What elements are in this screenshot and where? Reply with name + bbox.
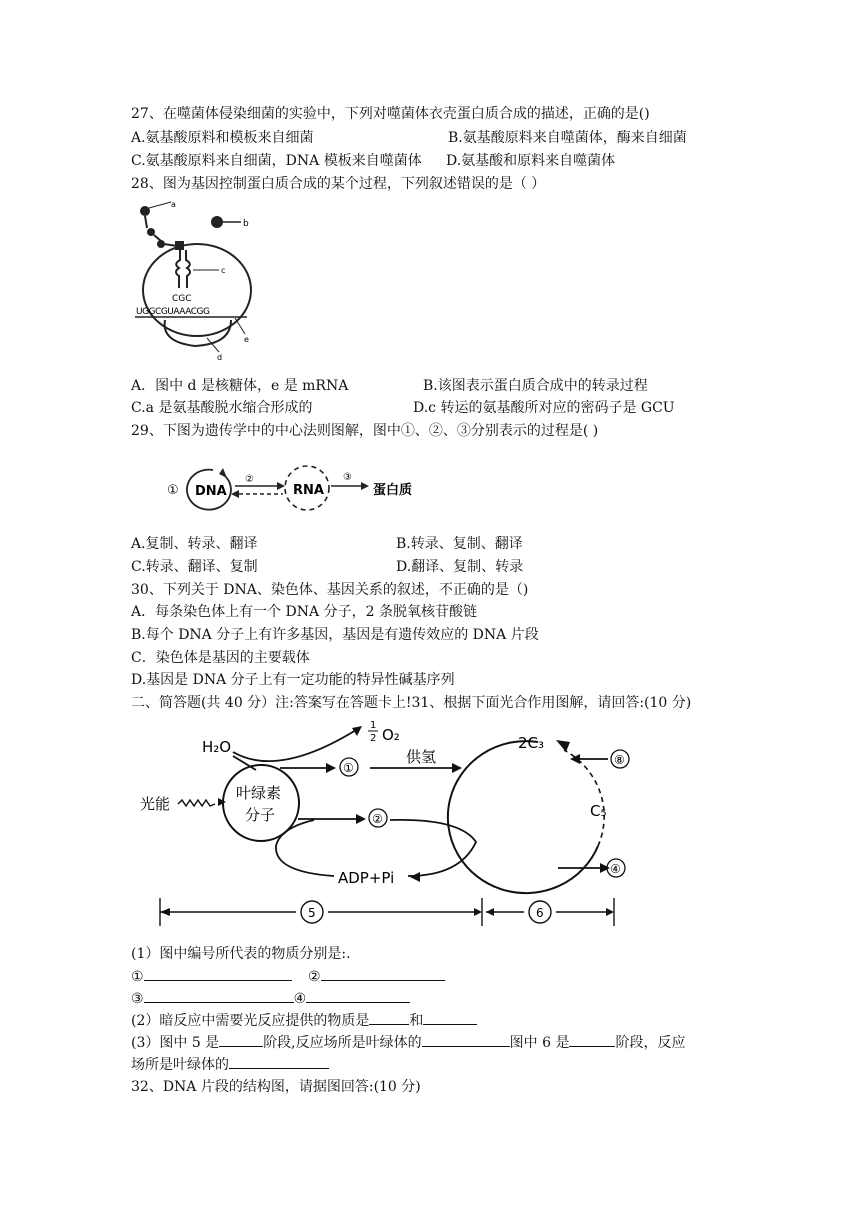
q31-sub3-e: 场所是叶绿体的: [131, 1057, 229, 1073]
q31-sub3-b: 阶段,反应场所是叶绿体的: [263, 1035, 422, 1051]
answer-blank-10[interactable]: [229, 1054, 329, 1069]
fig-o2: O₂: [382, 726, 400, 744]
q28-stem: 28、图为基因控制蛋白质合成的某个过程，下列叙述错误的是（ ）: [131, 176, 546, 192]
fig-chlorophyll-2: 分子: [245, 806, 276, 824]
q27-option-c: C.氨基酸原料来自细菌，DNA 模板来自噬菌体: [131, 153, 422, 169]
q31-sub3-a: (3）图中 5 是: [131, 1035, 220, 1051]
label-c: c: [221, 266, 226, 275]
q31-marker-3: ③: [131, 991, 144, 1007]
q31-sub1: (1）图中编号所代表的物质分别是:.: [131, 946, 351, 962]
q31-marker-1: ①: [131, 969, 144, 985]
translation-figure: [135, 198, 265, 368]
answer-blank-4[interactable]: [306, 988, 410, 1003]
anticodon: CGC: [172, 294, 192, 304]
label-a: a: [171, 200, 176, 209]
dogma-rna: RNA: [293, 483, 324, 498]
q31-sub2-text: (2）暗反应中需要光反应提供的物质是: [131, 1013, 370, 1029]
q29-option-b: B.转录、复制、翻译: [396, 536, 523, 552]
fig-c3: 2C₃: [518, 734, 545, 752]
q30-option-c: C．染色体是基因的主要载体: [131, 650, 310, 666]
q29-option-d: D.翻译、复制、转录: [396, 559, 524, 575]
q30-option-a: A．每条染色体上有一个 DNA 分子，2 条脱氧核苷酸链: [131, 604, 477, 620]
answer-blank-5[interactable]: [369, 1010, 409, 1025]
q31-marker-2: ②: [308, 969, 321, 985]
dogma-marker-1: ①: [167, 483, 179, 498]
fig-item-1: ①: [343, 761, 354, 775]
q27-stem: 27、在噬菌体侵染细菌的实验中，下列对噬菌体衣壳蛋白质合成的描述，正确的是(): [131, 106, 650, 122]
q31-sub2: [131, 1010, 477, 1031]
fig-item-8: ⑧: [614, 753, 625, 767]
q28-option-a: A．图中 d 是核糖体，e 是 mRNA: [131, 378, 349, 394]
dogma-dna: DNA: [195, 484, 227, 499]
q30-stem: 30、下列关于 DNA、染色体、基因关系的叙述，不正确的是（): [131, 582, 529, 598]
q31-sub3: [131, 1032, 685, 1053]
fig-c5: C₅: [590, 802, 607, 820]
q29-stem: 29、下图为遗传学中的中心法则图解，图中①、②、③分别表示的过程是( ): [131, 423, 599, 439]
label-e: e: [244, 335, 249, 344]
fig-stage-5: 5: [308, 906, 316, 920]
q31-sub3-d: 阶段，反应: [615, 1035, 686, 1051]
q28-option-d: D.c 转运的氨基酸所对应的密码子是 GCU: [413, 400, 675, 416]
fig-light-energy: 光能: [140, 795, 171, 813]
q31-sub2-and: 和: [409, 1013, 424, 1029]
fig-h2o: H₂O: [202, 738, 232, 756]
q27-option-b: B.氨基酸原料来自噬菌体，酶来自细菌: [448, 130, 687, 146]
mrna-sequence: UGGCGUAAACGG: [136, 307, 210, 317]
q31-marker-4: ④: [293, 991, 307, 1007]
q30-option-d: D.基因是 DNA 分子上有一定功能的特异性碱基序列: [131, 672, 455, 688]
fig-item-2: ②: [372, 812, 383, 826]
fig-supply-h: 供氢: [406, 748, 437, 766]
q29-option-a: A.复制、转录、翻译: [131, 536, 258, 552]
q28-option-c: C.a 是氨基酸脱水缩合形成的: [131, 400, 313, 416]
answer-blank-1[interactable]: [144, 966, 292, 981]
q31-answer-row-1: [131, 966, 445, 987]
q31-sub3-line2: [131, 1054, 329, 1075]
answer-blank-9[interactable]: [569, 1032, 615, 1047]
photosynthesis-figure: [138, 716, 638, 941]
answer-blank-3[interactable]: [144, 988, 294, 1003]
dogma-marker-2: ②: [245, 474, 254, 485]
answer-blank-6[interactable]: [423, 1010, 477, 1025]
answer-blank-7[interactable]: [219, 1032, 263, 1047]
q32-stem: 32、DNA 片段的结构图，请据图回答:(10 分): [131, 1079, 421, 1095]
central-dogma-figure: [165, 456, 435, 520]
q31-sub3-c: 图中 6 是: [509, 1035, 570, 1051]
q27-option-d: D.氨基酸和原料来自噬菌体: [446, 153, 616, 169]
fig-half-numerator: 1: [370, 720, 377, 731]
fig-stage-6: 6: [536, 906, 544, 920]
q27-option-a: A.氨基酸原料和模板来自细菌: [131, 130, 314, 146]
dogma-protein: 蛋白质: [373, 483, 413, 498]
fig-adp-pi: ADP+Pi: [338, 869, 395, 887]
fig-chlorophyll-1: 叶绿素: [236, 784, 282, 802]
section-2-heading: 二、简答题(共 40 分）注:答案写在答题卡上!31、根据下面光合作用图解，请回答:(10 分): [131, 695, 692, 711]
answer-blank-8[interactable]: [422, 1032, 510, 1047]
fig-half-denominator: 2: [370, 733, 377, 744]
label-d: d: [217, 353, 223, 362]
label-b: b: [243, 219, 249, 229]
answer-blank-2[interactable]: [321, 966, 445, 981]
q28-option-b: B.该图表示蛋白质合成中的转录过程: [423, 378, 648, 394]
fig-item-4: ④: [610, 862, 621, 876]
q29-option-c: C.转录、翻译、复制: [131, 559, 258, 575]
q30-option-b: B.每个 DNA 分子上有许多基因，基因是有遗传效应的 DNA 片段: [131, 627, 539, 643]
dogma-marker-3: ③: [343, 472, 352, 483]
q31-answer-row-2: [131, 988, 410, 1009]
